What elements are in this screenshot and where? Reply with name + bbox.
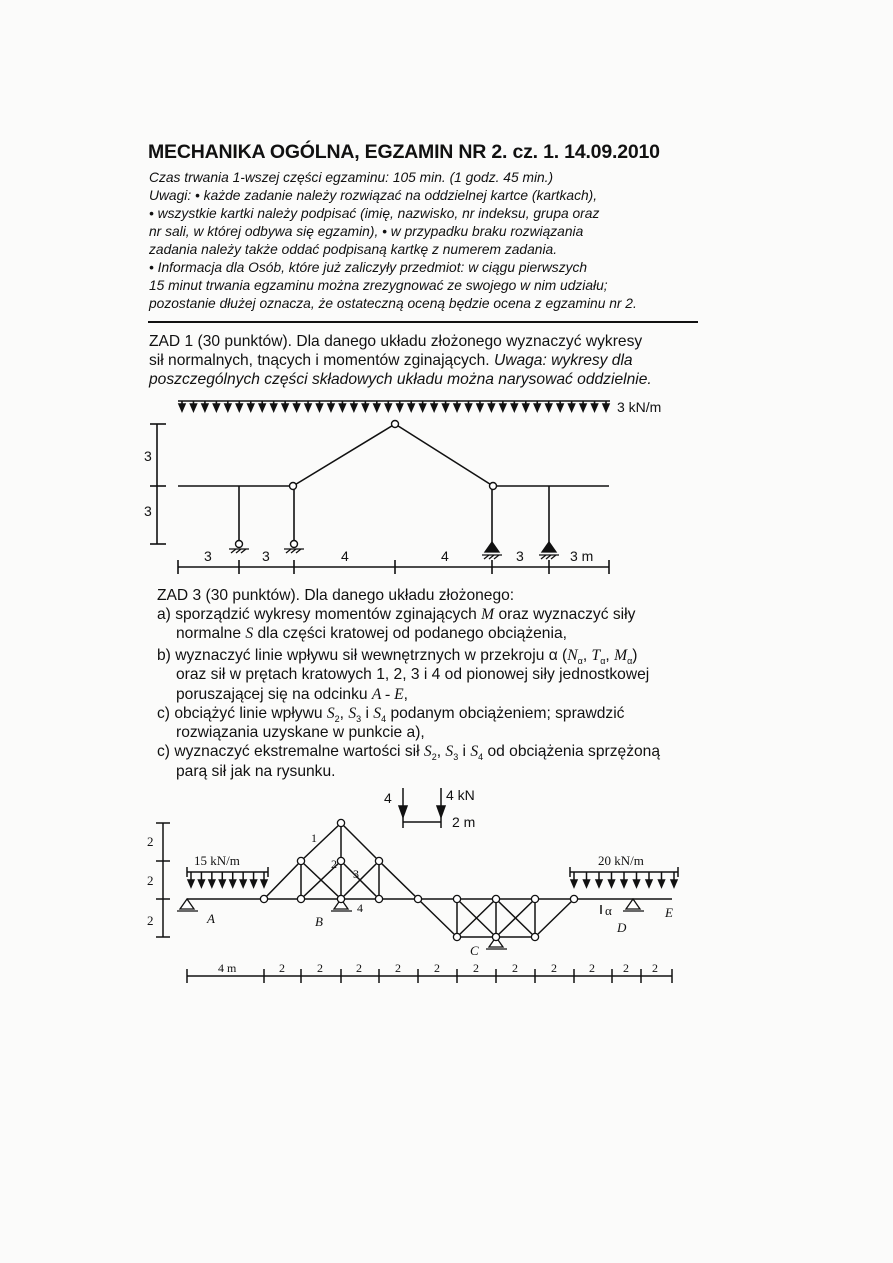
point-c-label: C (470, 943, 479, 958)
zad3-span-label: 2 (356, 961, 362, 975)
zad3-span-label: 2 (473, 961, 479, 975)
zad3-line: poruszającej się na odcinku A - E, (176, 686, 409, 703)
zad1-line: poszczególnych części składowych układu można narysować oddzielnie. (149, 371, 652, 388)
zad3-line: rozwiązania uzyskane w punkcie a), (176, 724, 425, 741)
load-arrowhead-icon (621, 880, 627, 887)
zad3-line: oraz sił w prętach kratowych 1, 2, 3 i 4 od pionowej siły jednostkowej (176, 666, 650, 683)
load-arrowhead-icon (251, 880, 257, 887)
zad3-line: a) sporządzić wykresy momentów zginających M oraz wyznaczyć siły (157, 606, 636, 623)
note-line: • Informacja dla Osób, które już zaliczyły przedmiot: w ciągu pierwszych (149, 260, 588, 275)
bar-label: 2 (331, 857, 337, 871)
note-line: nr sali, w której odbywa się egzamin), • w przypadku braku rozwiązania (149, 224, 584, 239)
load-arrowhead-icon (230, 880, 236, 887)
zad3-span-label: 2 (279, 961, 285, 975)
zad3-span-label: 2 (434, 961, 440, 975)
zad1-span-label: 4 (341, 548, 349, 564)
zad3-line: b) wyznaczyć linie wpływu sił wewnętrznych w przekroju α ($N_\alpha$, $T_\alpha$, $M_\alpha$) (157, 647, 638, 667)
load-arrowhead-icon (209, 880, 215, 887)
note-line: zadania należy także oddać podpisaną kartkę z numerem zadania. (149, 242, 558, 257)
zad3-span-label: 2 (395, 961, 401, 975)
support-e-icon (626, 899, 640, 909)
force-right-label: 4 kN (446, 787, 475, 803)
zad3-line: c) wyznaczyć ekstremalne wartości sił $S_2$, $S_3$ i $S_4$ od obciążenia sprzężoną (157, 743, 661, 763)
load-arrowhead-icon (198, 880, 204, 887)
load-arrowhead-icon (671, 880, 677, 887)
bar-label: 3 (353, 867, 359, 881)
zad3-span-label: 2 (623, 961, 629, 975)
truss-joint-icons (260, 819, 577, 940)
zad1-span-label: 4 (441, 548, 449, 564)
zad1-text: sił normalnych, tnących i momentów zginających. (149, 352, 494, 369)
zad3-span-label: 2 (551, 961, 557, 975)
zad3-line: parą sił jak na rysunku. (176, 763, 336, 780)
load-arrowhead-icon (584, 880, 590, 887)
point-e-label: E (665, 905, 673, 920)
zad3-line: c) obciążyć linie wpływu $S_2$, $S_3$ i $S_4$ podanym obciążeniem; sprawdzić (157, 705, 625, 725)
note-line: Czas trwania 1-wszej części egzaminu: 105 min. (1 godz. 45 min.) (149, 170, 554, 185)
load-arrowhead-icon (219, 880, 225, 887)
zad1-span-label: 3 (204, 548, 212, 564)
zad3-span-label: 2 (512, 961, 518, 975)
zad1-height-label: 3 (144, 503, 152, 519)
point-d-label: D (617, 920, 627, 935)
zad1-height-label: 3 (144, 448, 152, 464)
zad3-height-label: 2 (147, 834, 154, 849)
load-arrowhead-icon (609, 880, 615, 887)
load-arrowhead-icon (240, 880, 246, 887)
exam-title: MECHANIKA OGÓLNA, EGZAMIN NR 2. cz. 1. 14.09.2010 (148, 141, 660, 163)
zad3-line: normalne S dla części kratowej od podanego obciążenia, (176, 625, 567, 642)
zad3-line: ZAD 3 (30 punktów). Dla danego układu złożonego: (157, 587, 515, 604)
zad1-span-label: 3 m (570, 548, 594, 564)
zad3-span-label: 2 (652, 961, 658, 975)
point-b-label: B (315, 914, 323, 929)
point-a-label: A (207, 911, 215, 926)
note-line: 15 minut trwania egzaminu można zrezygnować ze swojego w nim udziału; (149, 278, 608, 293)
zad3-span-label: 2 (589, 961, 595, 975)
zad3-height-label: 2 (147, 913, 154, 928)
zad1-load-label: 3 kN/m (617, 399, 662, 415)
load-arrowhead-icon (646, 880, 652, 887)
zad3-span-label: 4 m (218, 961, 237, 975)
load-arrowhead-icon (596, 880, 602, 887)
load-right-arrows (571, 872, 677, 887)
force-left-label: 4 (384, 790, 392, 806)
note-line: Uwagi: • każde zadanie należy rozwiązać na oddzielnej kartce (kartkach), (149, 188, 598, 203)
zad3-span-label: 2 (317, 961, 323, 975)
load-arrowhead-icon (634, 880, 640, 887)
load-arrowhead-icon (188, 880, 194, 887)
zad1-span-label: 3 (262, 548, 270, 564)
zad3-height-label: 2 (147, 873, 154, 888)
bar-label: 4 (357, 901, 363, 915)
zad1-remark: Uwaga: wykresy dla (493, 352, 633, 369)
load-arrowhead-icon (261, 880, 267, 887)
force-spacing-label: 2 m (452, 814, 476, 830)
note-line: • wszystkie kartki należy podpisać (imię, nazwisko, nr indeksu, grupa oraz (149, 206, 600, 221)
load-left-arrows (188, 872, 267, 887)
support-a-icon (180, 899, 194, 909)
load-arrowhead-icon (571, 880, 577, 887)
zad1-line: ZAD 1 (30 punktów). Dla danego układu złożonego wyznaczyć wykresy (149, 333, 643, 350)
note-line: pozostanie dłużej oznacza, że ostateczną oceną będzie ocena z egzaminu nr 2. (149, 296, 637, 311)
bar-label: 1 (311, 831, 317, 845)
load-right-label: 20 kN/m (598, 853, 644, 868)
load-left-label: 15 kN/m (194, 853, 240, 868)
section-alpha-label: α (605, 903, 612, 918)
load-arrowhead-icon (659, 880, 665, 887)
zad1-span-label: 3 (516, 548, 524, 564)
